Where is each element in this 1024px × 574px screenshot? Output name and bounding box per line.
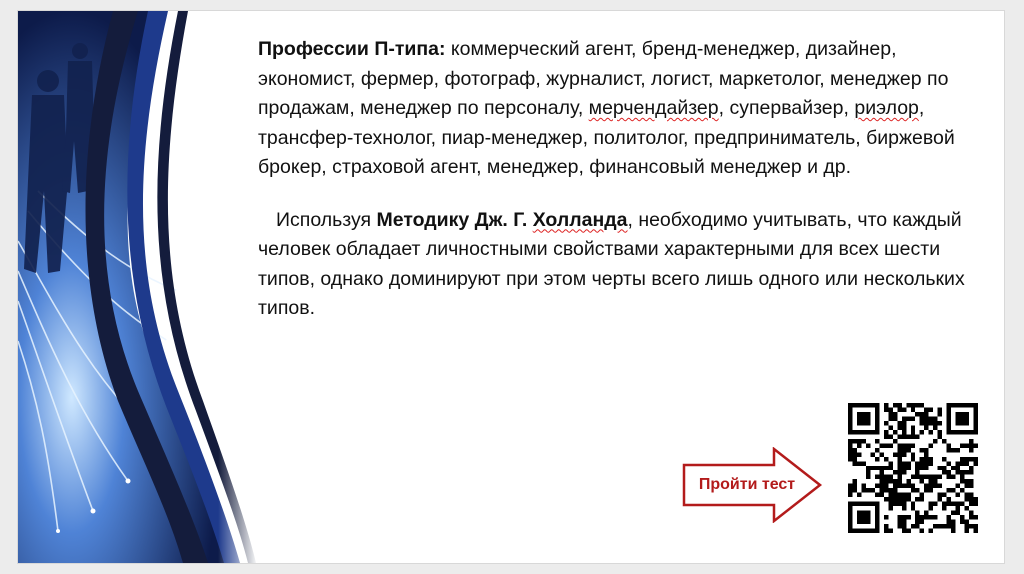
professions-text-c: , трансфер-технолог, пиар-менеджер, политолог, предприниматель, биржевой брокер, страховой агент, менеджер, финансовый менеджер и др. <box>258 97 955 178</box>
text-content <box>258 35 983 324</box>
holland-name-bold: Холланда <box>532 208 628 231</box>
holland-paragraph <box>258 206 983 324</box>
holland-method-bold: Методику Дж. Г. <box>376 208 533 231</box>
slide <box>18 11 1004 563</box>
take-test-arrow-button[interactable] <box>682 447 824 523</box>
holland-text-b: , необходимо учитывать, что каждый человек обладает личностными свойствами характерными для всех шести типов, однако доминируют при этом черты всего лишь одного или нескольких типов. <box>258 208 965 319</box>
holland-text-a: Используя <box>276 208 377 231</box>
qr-code-icon <box>848 403 978 533</box>
professions-text-b: , супервайзер, <box>718 97 855 119</box>
professions-text-a: коммерческий агент, бренд-менеджер, дизайнер, экономист, фермер, фотограф, журналист, логист, маркетолог, менеджер по продажам, менеджер по персоналу, <box>258 38 949 119</box>
spellcheck-word-1: мерчендайзер <box>588 97 719 119</box>
business-people-swoosh-art <box>18 11 258 563</box>
take-test-label[interactable]: Пройти тест <box>698 476 796 493</box>
professions-heading: Профессии П-типа: <box>258 38 446 60</box>
qr-code[interactable] <box>848 403 978 533</box>
spellcheck-word-2: риэлор <box>854 97 919 119</box>
professions-paragraph <box>258 35 983 183</box>
